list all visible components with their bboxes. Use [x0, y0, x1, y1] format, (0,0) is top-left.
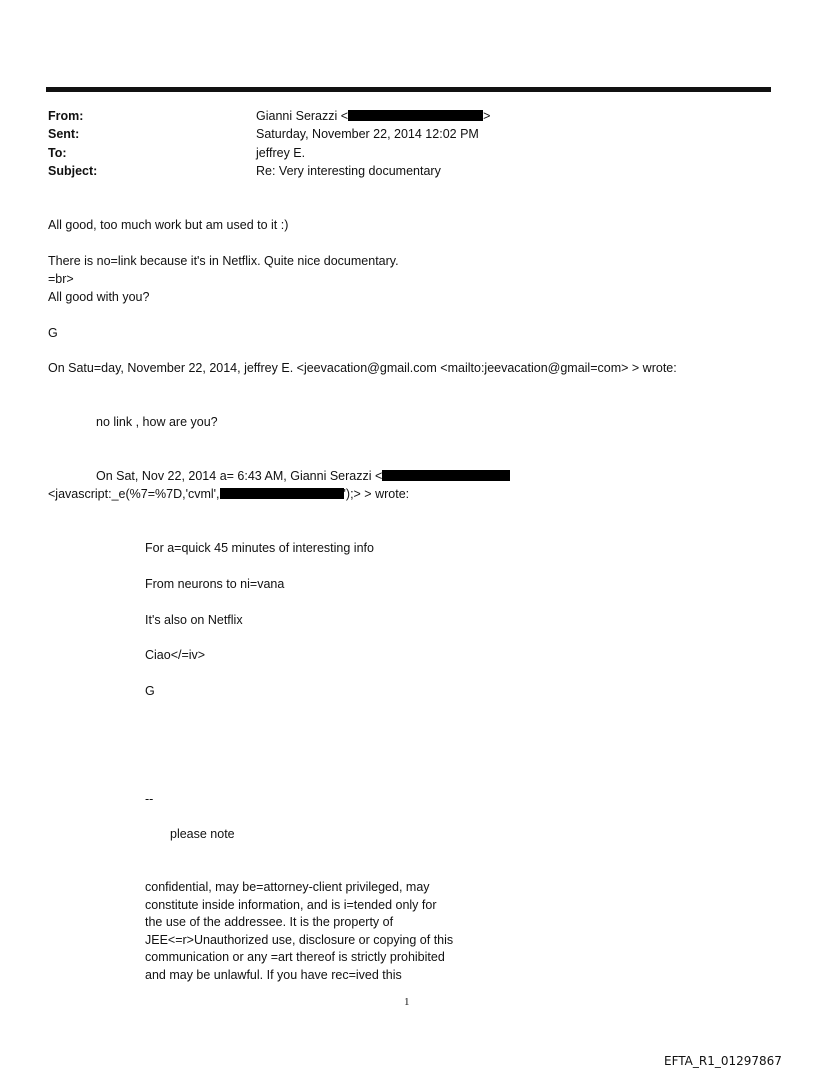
body-line-2: There is no=link because it's in Netflix. Quite nice documentary. [48, 254, 399, 268]
quote1-text: no link , how are you? [96, 415, 218, 429]
quote-header-2a-text: On Sat, Nov 22, 2014 a= 6:43 AM, Gianni Serazzi < [96, 469, 383, 483]
redaction-block [348, 110, 483, 121]
from-close: > [483, 109, 491, 123]
signature-dashes: -- [145, 792, 154, 806]
quote-header-2b [48, 486, 409, 502]
from-name: Gianni Serazzi < [256, 109, 349, 123]
disclaimer-line: constitute inside information, and is i=tended only for [145, 897, 437, 912]
quote2-signature: G [145, 684, 155, 698]
disclaimer-line: communication or any =art thereof is strictly prohibited [145, 950, 445, 965]
disclaimer-line: and may be unlawful. If you have rec=ived this [145, 967, 402, 982]
disclaimer-line: confidential, may be=attorney-client privileged, may [145, 880, 430, 894]
page-number: 1 [404, 996, 410, 1008]
body-line-3: =br> [48, 272, 74, 286]
subject-value: Re: Very interesting documentary [256, 164, 441, 178]
quote2-line-1: For a=quick 45 minutes of interesting info [145, 541, 374, 555]
quote2-line-4: Ciao</=iv> [145, 648, 206, 662]
quote-header-2b-end: ');> > wrote: [343, 487, 410, 501]
from-value [256, 108, 490, 124]
to-label: To: [48, 146, 67, 160]
quote-header-1: On Satu=day, November 22, 2014, jeffrey E. <jeevacation@gmail.com <mailto:jeevacation@gmail=com> > wrote: [48, 361, 677, 375]
body-line-1: All good, too much work but am used to it :) [48, 218, 289, 232]
quote2-line-2: From neurons to ni=vana [145, 577, 285, 591]
redaction-block [220, 488, 344, 499]
body-line-4: All good with you? [48, 290, 150, 304]
header-rule [46, 87, 771, 92]
quote2-line-3: It's also on Netflix [145, 613, 243, 627]
redaction-block [382, 470, 510, 481]
to-value: jeffrey E. [256, 146, 306, 160]
disclaimer [145, 879, 453, 985]
disclaimer-line: JEE<=r>Unauthorized use, disclosure or copying of this [145, 932, 454, 947]
disclaimer-line: the use of the addressee. It is the property of [145, 915, 394, 930]
quote-header-2a [96, 468, 510, 484]
from-label: From: [48, 109, 84, 123]
please-note: please note [170, 827, 235, 841]
sent-value: Saturday, November 22, 2014 12:02 PM [256, 127, 479, 141]
body-signature: G [48, 326, 58, 340]
bates-number: EFTA_R1_01297867 [664, 1054, 782, 1068]
sent-label: Sent: [48, 127, 80, 141]
subject-label: Subject: [48, 164, 98, 178]
quote-header-2b-start: <javascript:_e(%7=%7D,'cvml', [48, 487, 220, 501]
